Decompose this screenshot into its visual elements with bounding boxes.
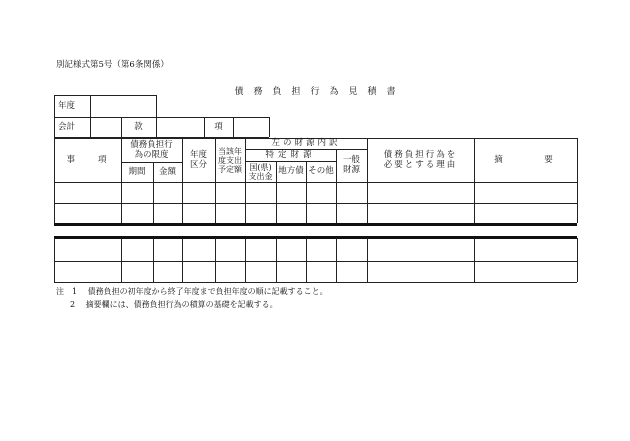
document-title: 債務負担行為見積書 bbox=[234, 87, 406, 97]
col-kingaku: 金額 bbox=[158, 166, 176, 177]
note-1-text: 債務負担の初年度から終了年度まで負担年度の順に記載すること。 bbox=[87, 287, 328, 296]
col-chihosai: 地方債 bbox=[278, 166, 304, 177]
note-2-text: 摘要欄には、債務負担行為の積算の基礎を記載する。 bbox=[85, 300, 278, 309]
note-1 bbox=[56, 286, 328, 297]
form-label: 別記様式第5号（第6条関係） bbox=[56, 60, 169, 70]
col-riyu: 債務負担行為を 必要とする理由 bbox=[383, 149, 458, 170]
col-tokutei: 特定財源 bbox=[265, 149, 316, 160]
col-nendo-kubun: 年度 区分 bbox=[189, 149, 207, 170]
col-sonota: その他 bbox=[308, 166, 334, 177]
col-jikou: 事 項 bbox=[66, 154, 109, 165]
kaikei-label: 会計 bbox=[58, 121, 76, 132]
note-2 bbox=[70, 299, 278, 310]
col-toga: 当該年 度支出 予定額 bbox=[218, 146, 242, 175]
col-limit-group: 債務負担行 為の限度 bbox=[130, 139, 173, 160]
kou-label: 項 bbox=[214, 121, 223, 132]
col-ippan: 一般 財源 bbox=[342, 155, 360, 175]
col-kikan: 期間 bbox=[128, 166, 146, 177]
nendo-value bbox=[91, 96, 156, 117]
nendo-label: 年度 bbox=[58, 100, 76, 111]
note-2-label: 2 bbox=[70, 300, 76, 309]
kan-label: 款 bbox=[134, 121, 143, 132]
col-kuni: 国(県) 支出金 bbox=[248, 162, 273, 181]
note-1-label: 注 1 bbox=[56, 287, 78, 296]
col-tekiyo: 摘 要 bbox=[494, 154, 557, 165]
col-zaigen-group: 左の財源内訳 bbox=[271, 138, 341, 149]
